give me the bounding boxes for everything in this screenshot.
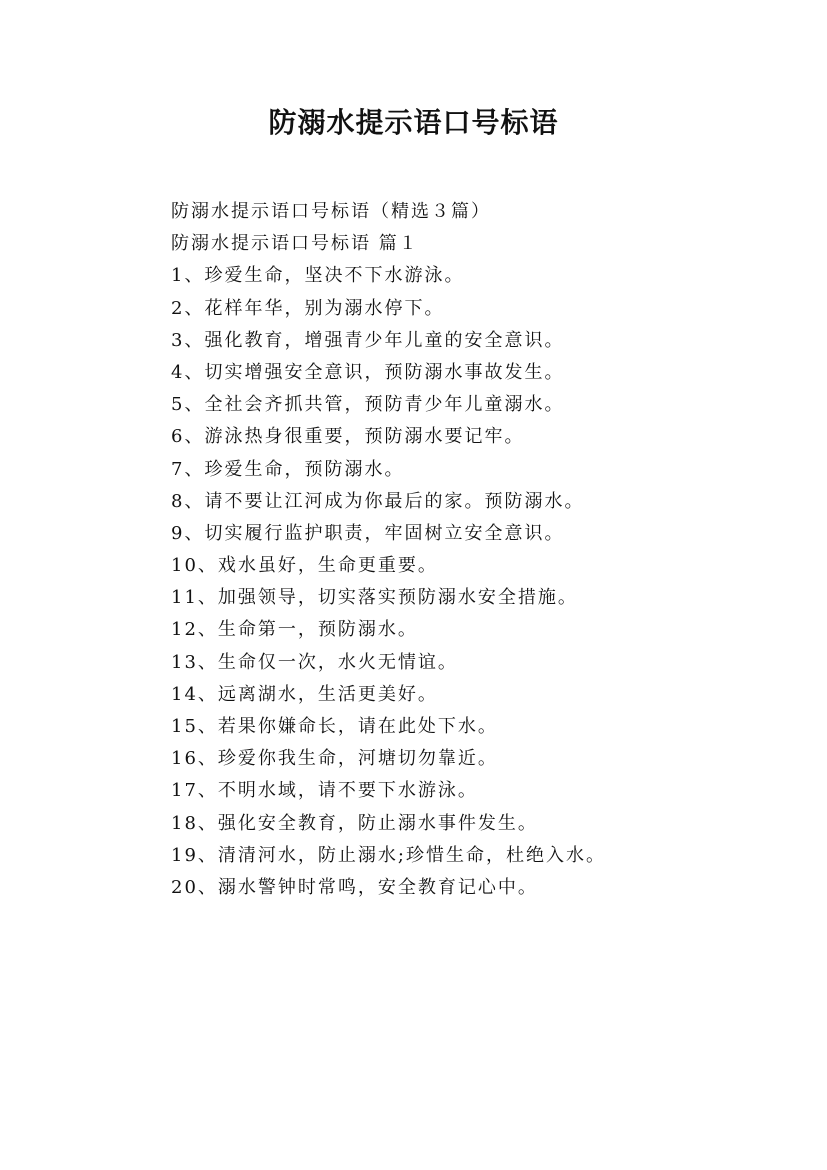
document-body [171,196,791,904]
slogan-item: 14、远离湖水，生活更美好。 [171,683,438,705]
slogan-item: 8、请不要让江河成为你最后的家。预防溺水。 [171,490,585,512]
slogan-item: 6、游泳热身很重要，预防溺水要记牢。 [171,426,525,448]
slogan-item: 15、若果你嫌命长，请在此处下水。 [171,716,498,737]
subtitle-line: 防溺水提示语口号标语（精选３篇） [171,201,491,222]
slogan-item: 7、珍爱生命，预防溺水。 [171,458,405,480]
slogan-item: 1、珍爱生命，坚决不下水游泳。 [171,265,465,287]
slogan-item: 20、溺水警钟时常鸣，安全教育记心中。 [171,876,538,898]
slogan-item: 16、珍爱你我生命，河塘切勿靠近。 [171,748,498,770]
slogan-item: 2、花样年华，别为溺水停下。 [171,297,445,319]
section-heading: 防溺水提示语口号标语 篇１ [171,233,419,255]
slogan-item: 13、生命仅一次，水火无情谊。 [171,651,458,673]
slogan-item: 17、不明水域，请不要下水游泳。 [171,780,478,802]
slogan-item: 11、加强领导，切实落实预防溺水安全措施。 [171,587,578,609]
slogan-item: 9、切实履行监护职责，牢固树立安全意识。 [171,522,565,544]
slogan-item: 3、强化教育，增强青少年儿童的安全意识。 [171,329,565,351]
slogan-item: 12、生命第一，预防溺水。 [171,619,418,641]
slogan-item: 18、强化安全教育，防止溺水事件发生。 [171,812,538,834]
slogan-item: 4、切实增强安全意识，预防溺水事故发生。 [171,361,565,383]
slogan-item: 10、戏水虽好，生命更重要。 [171,555,438,577]
slogan-item: 5、全社会齐抓共管，预防青少年儿童溺水。 [171,394,565,416]
page-title: 防溺水提示语口号标语 [268,106,559,139]
slogan-item: 19、清清河水，防止溺水;珍惜生命，杜绝入水。 [171,844,606,866]
